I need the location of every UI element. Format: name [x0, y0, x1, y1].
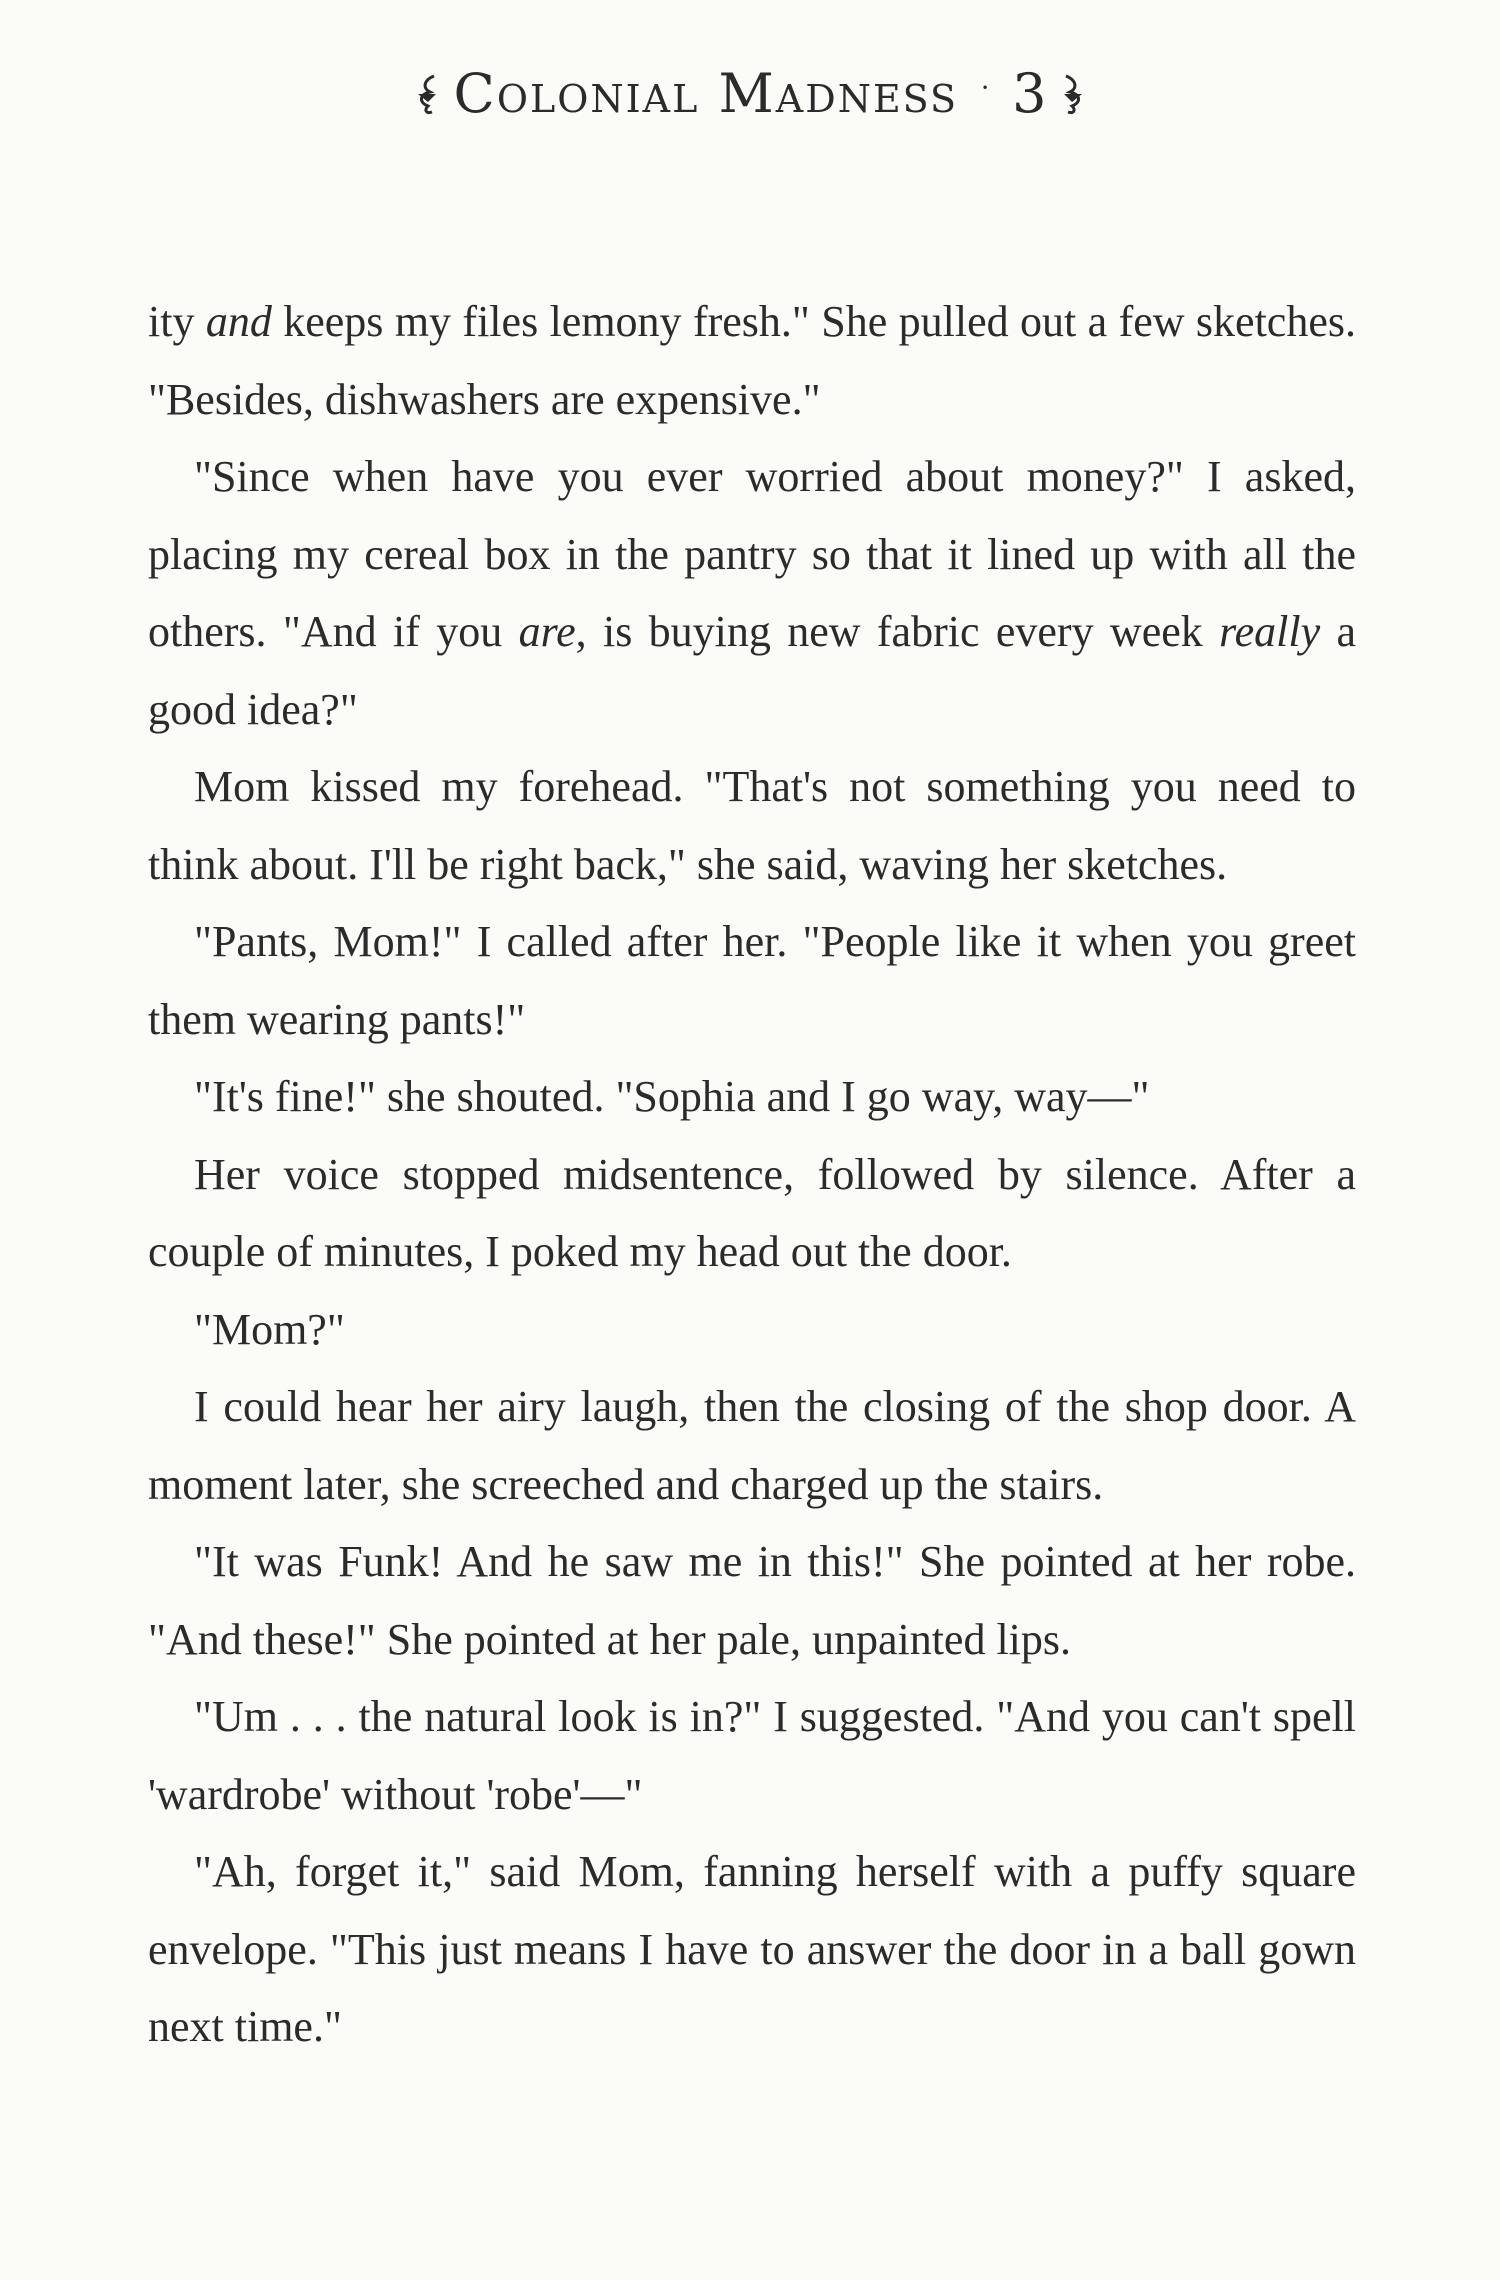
paragraph: [148, 903, 1356, 1058]
paragraph: [148, 1523, 1356, 1678]
text-segment: Her voice stopped midsentence, followed by silence. After a couple of minutes, I poked my head out the door.: [148, 1149, 1356, 1276]
paragraph: [148, 1678, 1356, 1833]
text-segment: Mom kissed my forehead. "That's not something you need to think about. I'll be right back," she said, waving her sketches.: [148, 762, 1356, 889]
italic-text: are: [518, 607, 576, 656]
text-segment: "Um . . . the natural look is in?" I suggested. "And you can't spell 'wardrobe' without 'robe'—": [148, 1692, 1356, 1819]
paragraph: [148, 438, 1356, 748]
paragraph: [148, 1058, 1356, 1136]
page-header: [0, 62, 1500, 125]
text-segment: I could hear her airy laugh, then the closing of the shop door. A moment later, she screeched and charged up the stairs.: [148, 1382, 1356, 1509]
paragraph: [148, 1833, 1356, 2066]
paragraph: [148, 1291, 1356, 1369]
italic-text: really: [1219, 607, 1321, 656]
text-segment: "Mom?": [194, 1304, 345, 1354]
text-segment: "It was Funk! And he saw me in this!" She pointed at her robe. "And these!" She pointed at her pale, unpainted lips.: [148, 1537, 1356, 1664]
paragraph: [148, 748, 1356, 903]
text-segment: a good idea?": [148, 607, 1356, 734]
header-separator: ·: [980, 70, 991, 104]
text-segment: , is buying new fabric every week: [575, 607, 1220, 656]
fleuron-right-icon: [1060, 72, 1086, 116]
text-segment: "Since when have you ever worried about money?" I asked, placing my cereal box in the pantry so that it lined up with all the others. "And if you: [148, 452, 1356, 656]
text-segment: "Pants, Mom!" I called after her. "People like it when you greet them wearing pants!": [148, 917, 1356, 1044]
text-segment: "It's fine!" she shouted. "Sophia and I go way, way—": [194, 1072, 1150, 1121]
paragraph: [148, 1136, 1356, 1291]
text-segment: "Ah, forget it," said Mom, fanning herself with a puffy square envelope. "This just means I have to answer the door in a ball gown next time.": [148, 1847, 1356, 2051]
text-segment: ity: [148, 297, 206, 346]
fleuron-left-icon: [414, 72, 440, 116]
paragraph: [148, 283, 1356, 438]
paragraph: [148, 1368, 1356, 1523]
page-number: 3: [1012, 62, 1047, 125]
running-head: Colonial Madness: [453, 62, 959, 125]
page-body: [148, 283, 1356, 2066]
italic-text: and: [205, 297, 272, 346]
text-segment: keeps my files lemony fresh." She pulled out a few sketches. "Besides, dishwashers are expensive.": [148, 297, 1356, 424]
